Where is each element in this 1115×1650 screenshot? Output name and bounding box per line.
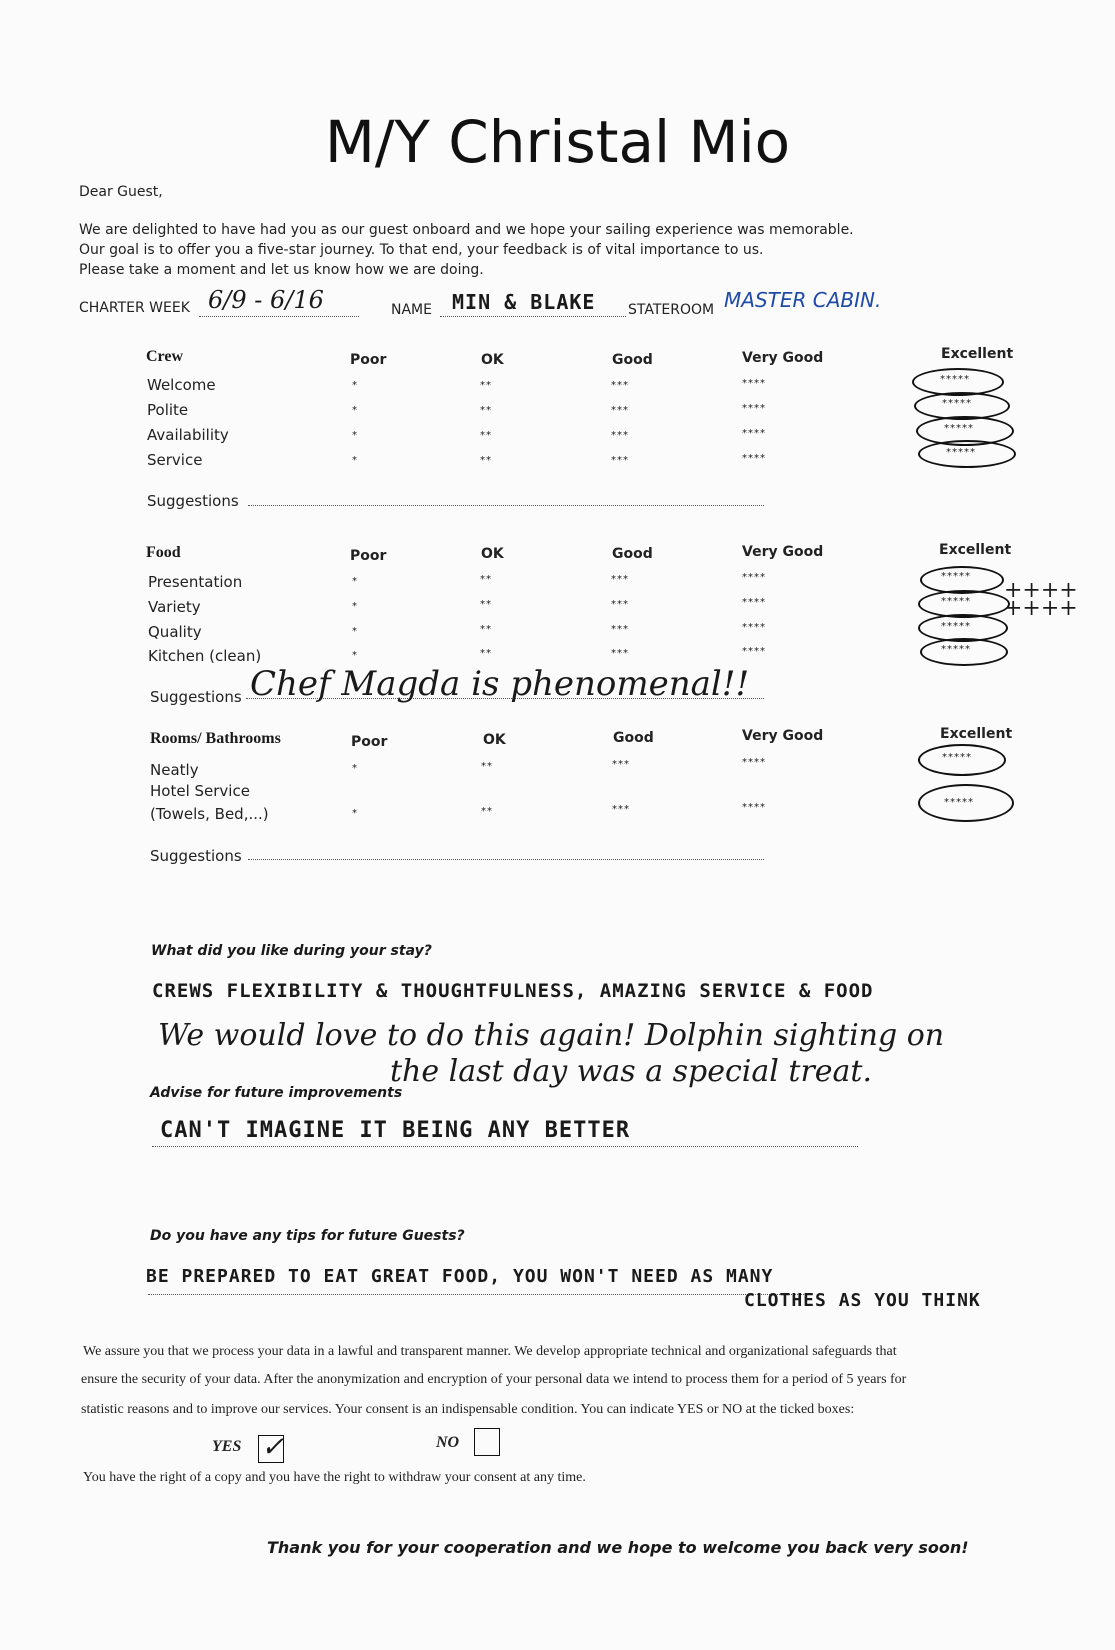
- rating-poor[interactable]: *: [352, 380, 358, 391]
- rating-poor[interactable]: *: [352, 808, 358, 819]
- rating-good[interactable]: ***: [611, 405, 629, 416]
- rating-excellent[interactable]: *****: [942, 398, 972, 409]
- rating-good[interactable]: ***: [612, 804, 630, 815]
- tips-answer-line[interactable]: CLOTHES AS YOU THINK: [744, 1290, 981, 1311]
- yes-label: YES: [212, 1438, 242, 1455]
- rating-very-good[interactable]: ****: [742, 597, 766, 608]
- rating-excellent[interactable]: *****: [941, 571, 971, 582]
- col-poor: Poor: [350, 352, 387, 368]
- stateroom-field[interactable]: MASTER CABIN.: [724, 288, 882, 312]
- rating-ok[interactable]: **: [480, 405, 492, 416]
- rating-ok[interactable]: **: [480, 574, 492, 585]
- col-excellent: Excellent: [941, 346, 1014, 362]
- rating-ok[interactable]: **: [480, 380, 492, 391]
- intro-text: [79, 220, 879, 280]
- rating-very-good[interactable]: ****: [742, 802, 766, 813]
- crew-row-label: Service: [147, 451, 203, 469]
- tips-answer-line[interactable]: BE PREPARED TO EAT GREAT FOOD, YOU WON'T NEED AS MANY: [146, 1266, 774, 1287]
- col-excellent: Excellent: [939, 542, 1012, 558]
- rating-poor[interactable]: *: [352, 576, 358, 587]
- consent-text: We assure you that we process your data in a lawful and transparent manner. We develop appropriate technical and organizational safeguards that: [83, 1344, 897, 1359]
- rating-poor[interactable]: *: [352, 430, 358, 441]
- col-good: Good: [612, 352, 653, 368]
- tips-line: [148, 1294, 804, 1295]
- rating-very-good[interactable]: ****: [742, 757, 766, 768]
- rooms-section-title: Rooms/ Bathrooms: [150, 730, 281, 747]
- liked-answer-line[interactable]: the last day was a special treat.: [390, 1054, 873, 1089]
- yes-checkbox[interactable]: [258, 1430, 285, 1463]
- intro-line: We are delighted to have had you as our guest onboard and we hope your sailing experience was memorable.: [79, 222, 854, 238]
- improve-answer[interactable]: CAN'T IMAGINE IT BEING ANY BETTER: [160, 1118, 631, 1143]
- no-label: NO: [436, 1434, 460, 1451]
- name-label: NAME: [391, 302, 432, 318]
- crew-row-label: Welcome: [147, 376, 216, 394]
- rating-ok[interactable]: **: [481, 806, 493, 817]
- food-section-title: Food: [146, 544, 181, 561]
- charter-week-line: [199, 316, 359, 317]
- rating-ok[interactable]: **: [480, 624, 492, 635]
- charter-week-label: CHARTER WEEK: [79, 300, 190, 316]
- page-title: M/Y Christal Mio: [324, 108, 791, 176]
- rating-poor[interactable]: *: [352, 650, 358, 661]
- liked-answer-line[interactable]: We would love to do this again! Dolphin sighting on: [158, 1018, 945, 1053]
- intro-line: Our goal is to offer you a five-star journey. To that end, your feedback is of vital importance to us.: [79, 242, 764, 258]
- rating-good[interactable]: ***: [612, 759, 630, 770]
- food-suggestions-label: Suggestions: [150, 688, 242, 706]
- col-poor: Poor: [351, 734, 388, 750]
- rating-poor[interactable]: *: [352, 455, 358, 466]
- rooms-row-label: Hotel Service: [150, 782, 250, 800]
- charter-week-field[interactable]: 6/9 - 6/16: [208, 286, 324, 314]
- rooms-row-label: Neatly: [150, 761, 199, 779]
- crew-suggestions-line: [248, 505, 764, 506]
- rating-good[interactable]: ***: [611, 455, 629, 466]
- crew-suggestions-label: Suggestions: [147, 492, 239, 510]
- rating-excellent[interactable]: *****: [941, 596, 971, 607]
- food-row-label: Presentation: [148, 573, 243, 591]
- rooms-suggestions-line: [248, 859, 764, 860]
- rating-good[interactable]: ***: [611, 624, 629, 635]
- rooms-suggestions-label: Suggestions: [150, 847, 242, 865]
- rating-ok[interactable]: **: [480, 648, 492, 659]
- rating-good[interactable]: ***: [611, 599, 629, 610]
- liked-answer-line[interactable]: CREWS FLEXIBILITY & THOUGHTFULNESS, AMAZING SERVICE & FOOD: [152, 980, 874, 1002]
- col-excellent: Excellent: [940, 726, 1013, 742]
- rating-poor[interactable]: *: [352, 405, 358, 416]
- rating-poor[interactable]: *: [352, 626, 358, 637]
- greeting: Dear Guest,: [79, 184, 163, 200]
- food-row-label: Quality: [148, 623, 202, 641]
- rating-excellent[interactable]: *****: [941, 644, 971, 655]
- rights-text: You have the right of a copy and you have the right to withdraw your consent at any time.: [83, 1470, 586, 1485]
- rating-excellent[interactable]: *****: [946, 447, 976, 458]
- crew-row-label: Availability: [147, 426, 229, 444]
- rooms-row-label: (Towels, Bed,...): [150, 805, 269, 823]
- rating-excellent[interactable]: *****: [944, 797, 974, 808]
- rating-good[interactable]: ***: [611, 648, 629, 659]
- rating-very-good[interactable]: ****: [742, 403, 766, 414]
- stateroom-label: STATEROOM: [628, 302, 715, 318]
- rating-good[interactable]: ***: [611, 574, 629, 585]
- rating-ok[interactable]: **: [480, 455, 492, 466]
- rating-good[interactable]: ***: [611, 430, 629, 441]
- improve-question: Advise for future improvements: [150, 1085, 403, 1101]
- rating-excellent[interactable]: *****: [941, 621, 971, 632]
- thanks-text: Thank you for your cooperation and we hope to welcome you back very soon!: [267, 1538, 969, 1557]
- check-mark-icon: ✓: [261, 1430, 285, 1463]
- rating-ok[interactable]: **: [480, 430, 492, 441]
- col-ok: OK: [481, 352, 504, 368]
- no-checkbox[interactable]: [474, 1428, 500, 1456]
- rating-very-good[interactable]: ****: [742, 378, 766, 389]
- consent-text: ensure the security of your data. After the anonymization and encryption of your personal data we intend to process them for a period of 5 years for: [81, 1372, 907, 1387]
- rating-very-good[interactable]: ****: [742, 622, 766, 633]
- rating-very-good[interactable]: ****: [742, 453, 766, 464]
- rating-very-good[interactable]: ****: [742, 646, 766, 657]
- intro-line: Please take a moment and let us know how we are doing.: [79, 262, 484, 278]
- col-very-good: Very Good: [742, 544, 824, 560]
- col-good: Good: [613, 730, 654, 746]
- plus-marks: ++++ ++++: [1004, 578, 1078, 621]
- food-row-label: Variety: [148, 598, 201, 616]
- crew-section-title: Crew: [146, 348, 184, 365]
- col-poor: Poor: [350, 548, 387, 564]
- crew-row-label: Polite: [147, 401, 189, 419]
- col-ok: OK: [483, 732, 506, 748]
- consent-text: statistic reasons and to improve our services. Your consent is an indispensable condition. You can indicate YES or NO at the ticked boxes:: [81, 1402, 855, 1417]
- col-good: Good: [612, 546, 653, 562]
- liked-question: What did you like during your stay?: [151, 943, 432, 959]
- rating-very-good[interactable]: ****: [742, 572, 766, 583]
- tips-question: Do you have any tips for future Guests?: [150, 1228, 465, 1244]
- col-very-good: Very Good: [742, 728, 824, 744]
- rating-poor[interactable]: *: [352, 763, 358, 774]
- improve-line: [152, 1146, 858, 1147]
- name-line: [440, 316, 626, 317]
- col-very-good: Very Good: [742, 350, 824, 366]
- food-row-label: Kitchen (clean): [148, 647, 262, 665]
- food-suggestions-field[interactable]: Chef Magda is phenomenal!!: [250, 664, 750, 704]
- rating-good[interactable]: ***: [611, 380, 629, 391]
- rating-excellent[interactable]: *****: [944, 423, 974, 434]
- rating-poor[interactable]: *: [352, 601, 358, 612]
- col-ok: OK: [481, 546, 504, 562]
- rating-excellent[interactable]: *****: [942, 752, 972, 763]
- rating-very-good[interactable]: ****: [742, 428, 766, 439]
- rating-excellent[interactable]: *****: [940, 374, 970, 385]
- rating-ok[interactable]: **: [480, 599, 492, 610]
- rating-ok[interactable]: **: [481, 761, 493, 772]
- name-field[interactable]: MIN & BLAKE: [452, 290, 596, 314]
